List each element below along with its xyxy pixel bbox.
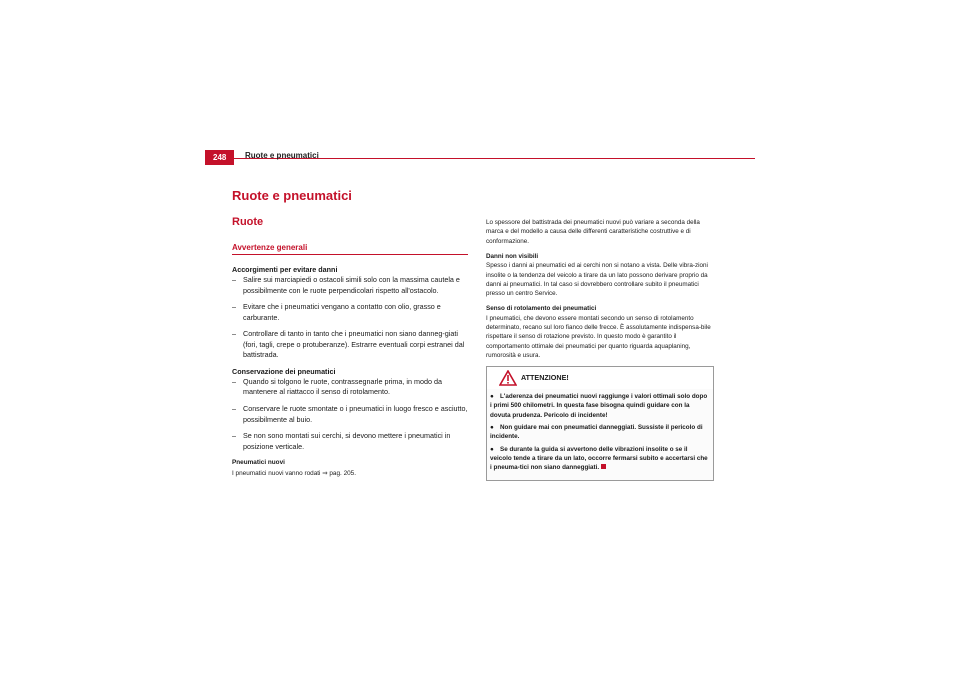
subsection-title: Avvertenze generali bbox=[232, 243, 308, 252]
storage-heading: Conservazione dei pneumatici bbox=[232, 366, 336, 376]
warning-triangle-icon bbox=[499, 370, 517, 386]
bullet-icon: ● bbox=[490, 445, 494, 453]
new-tyres-text: I pneumatici nuovi vanno rodati ⇒ pag. 205. bbox=[232, 469, 357, 477]
section-title: Ruote bbox=[232, 216, 264, 228]
rotation-heading: Senso di rotolamento dei pneumatici bbox=[486, 305, 597, 313]
warning-item: ● L'aderenza dei pneumatici nuovi raggiunge i valori ottimali solo dopo i primi 500 chilometri. In questa fase bisogna quindi guidare con la dovuta prudenza. Pericolo di incidente! bbox=[490, 393, 708, 419]
bullet-icon: ● bbox=[490, 424, 494, 432]
list-item: – Conservare le ruote smontate o i pneumatici in luogo fresco e asciutto, possibilmente al buio. bbox=[232, 404, 468, 424]
tread-intro: Lo spessore del battistrada dei pneumatici nuovi può variare a seconda della marca e del modello a causa delle differenti caratteristiche costruttive e di conformazione. bbox=[486, 219, 700, 245]
warning-title: ATTENZIONE! bbox=[521, 373, 569, 383]
end-of-section-icon bbox=[601, 464, 606, 469]
warning-header bbox=[487, 367, 713, 389]
list-item: – Se non sono montati sui cerchi, si devono mettere i pneumatici in posizione verticale. bbox=[232, 431, 451, 451]
damage-prevention-heading: Accorgimenti per evitare danni bbox=[232, 265, 338, 274]
hidden-damage-heading: Danni non visibili bbox=[486, 252, 539, 260]
hidden-damage-text: Spesso i danni ai pneumatici ed ai cerchi non si notano a vista. Delle vibra-zioni insolite o la tendenza del veicolo a tirare da un lato possono derivare proprio da danni ai pneumatici. In tal caso si dovrebbero controllare subito il pneumatici presso un centro Service. bbox=[486, 262, 708, 298]
bullet-icon: ● bbox=[490, 393, 494, 401]
chapter-title: Ruote e pneumatici bbox=[232, 188, 352, 203]
damage-prevention-list bbox=[232, 275, 472, 360]
warning-body bbox=[487, 389, 713, 479]
list-item: – Salire sui marciapiedi o ostacoli simili solo con la massima cautela e possibilmente con le ruote perpendicolari rispetto all'ostacolo. bbox=[232, 275, 460, 295]
new-tyres-heading: Pneumatici nuovi bbox=[232, 459, 285, 467]
list-item: – Evitare che i pneumatici vengano a contatto con olio, grasso e carburante. bbox=[232, 302, 441, 322]
rotation-text: I pneumatici, che devono essere montati secondo un senso di rotolamento determinato, recano sul loro fianco delle frecce. È assolutamente indispensa-bile rispettare il senso di rotazione previsto. In questo modo è garantito il comportamento ottimale dei pneumatici per quanto riguarda aquaplaning, rumorosità e usura. bbox=[486, 314, 711, 360]
warning-item: ● Se durante la guida si avvertono delle vibrazioni insolite o se il veicolo tende a tirare da un lato, occorre fermarsi subito e accertarsi che i pneuma-tici non siano danneggiati. bbox=[490, 445, 708, 472]
right-column bbox=[486, 218, 714, 481]
list-item: – Quando si tolgono le ruote, contrassegnarle prima, in modo da mantenere al riattacco il senso di rotolamento. bbox=[232, 377, 442, 397]
subsection-rule bbox=[232, 254, 468, 255]
storage-list bbox=[232, 377, 472, 452]
warning-item: ● Non guidare mai con pneumatici danneggiati. Sussiste il pericolo di incidente. bbox=[490, 424, 703, 441]
list-item: – Controllare di tanto in tanto che i pneumatici non siano danneg-giati (fori, tagli, crepe o protuberanze). Estrarre eventuali corpi estranei dal battistrada. bbox=[232, 329, 465, 360]
warning-box bbox=[486, 366, 714, 480]
page-number: 248 bbox=[205, 150, 234, 165]
running-title: Ruote e pneumatici bbox=[245, 151, 319, 160]
left-column bbox=[232, 265, 472, 479]
